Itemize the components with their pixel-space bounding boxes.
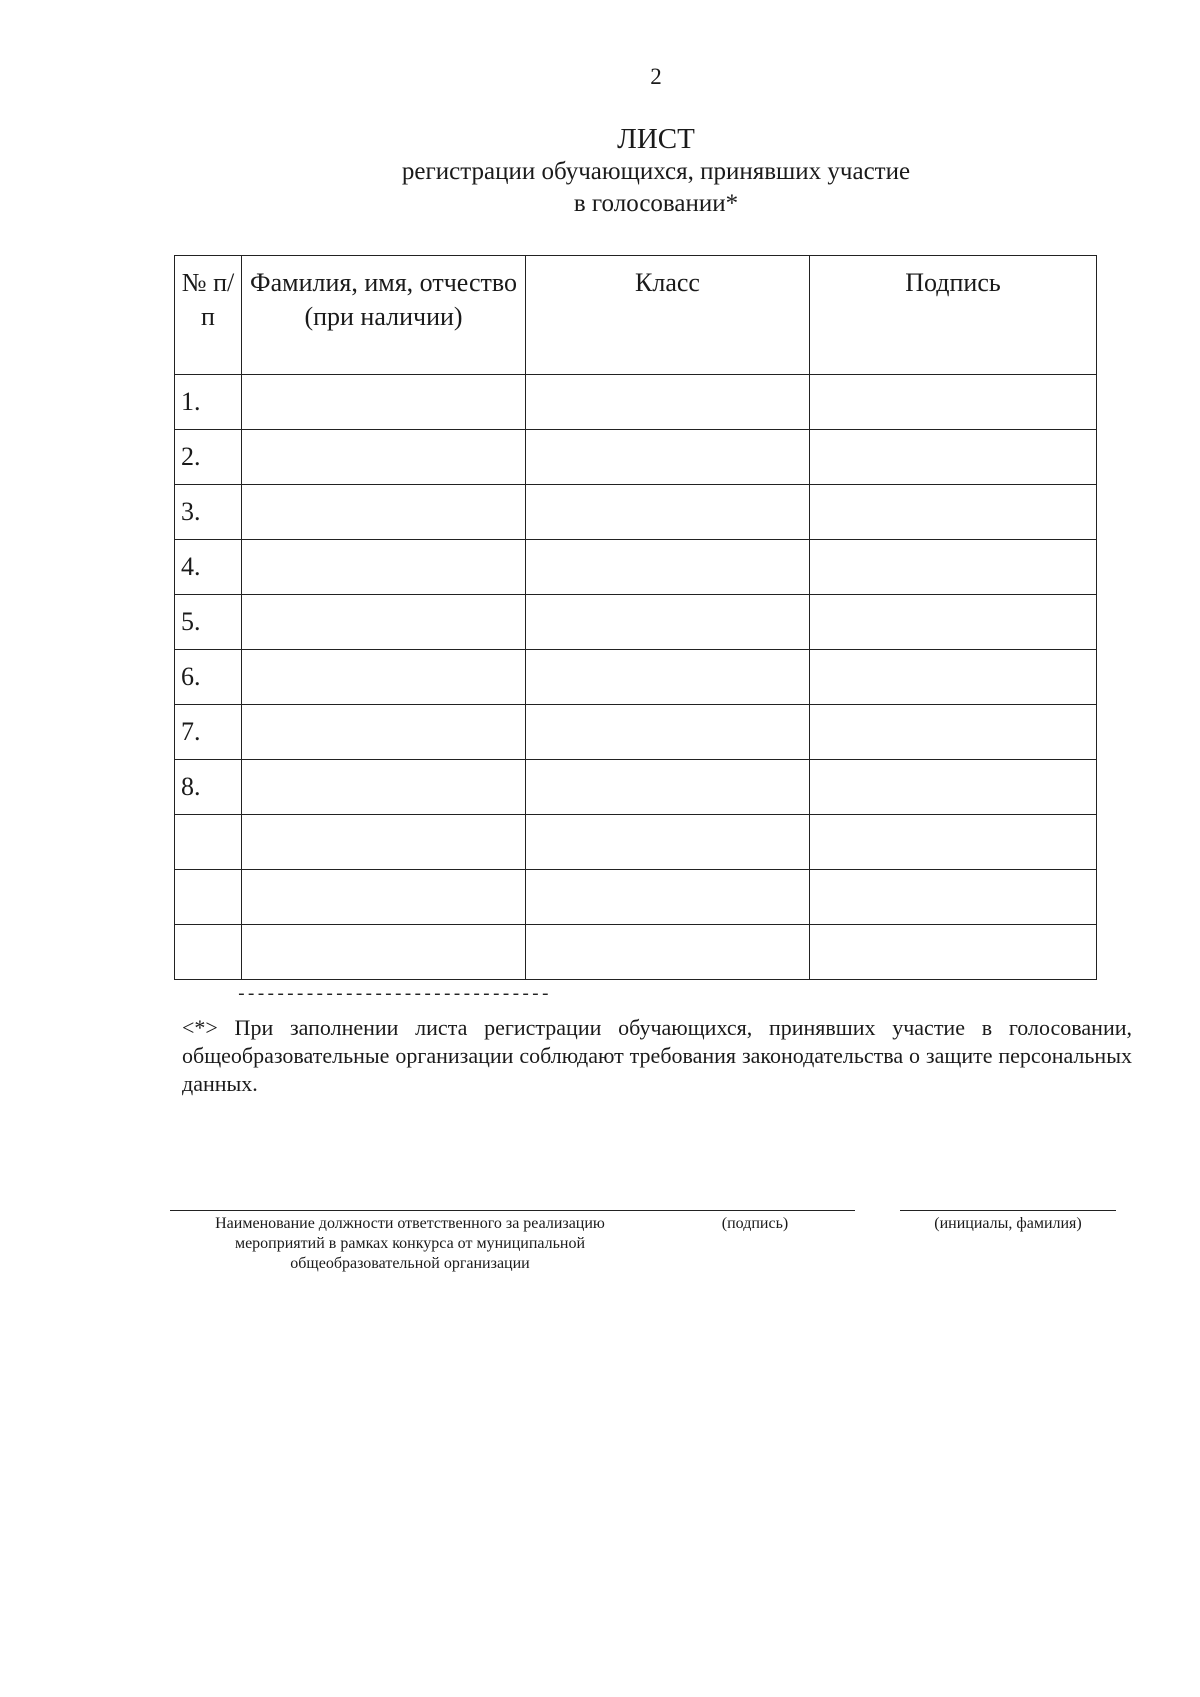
full-name-cell [242, 430, 526, 485]
class-cell [526, 375, 810, 430]
full-name-cell [242, 485, 526, 540]
row-number-cell [175, 870, 242, 925]
table-row [175, 815, 1097, 870]
position-caption: Наименование должности ответственного за реализацию мероприятий в рамках конкурса от муниципальной общеобразовательной организации [215, 1215, 605, 1272]
initials-line [900, 1210, 1116, 1211]
signature-cell [810, 870, 1097, 925]
full-name-cell [242, 595, 526, 650]
footnote-separator: -------------------------------- [236, 985, 550, 1005]
signature-cell [810, 485, 1097, 540]
initials-caption: (инициалы, фамилия) [934, 1215, 1082, 1232]
class-cell [526, 870, 810, 925]
row-number-cell [175, 815, 242, 870]
signature-caption: (подпись) [721, 1215, 789, 1232]
document-title: ЛИСТ [617, 123, 695, 155]
class-cell [526, 815, 810, 870]
page-number: 2 [650, 64, 662, 89]
row-number-cell: 2. [175, 430, 242, 485]
full-name-cell [242, 870, 526, 925]
signature-cell [810, 430, 1097, 485]
full-name-cell [242, 705, 526, 760]
table-header-row [175, 256, 1097, 375]
row-number-cell: 7. [175, 705, 242, 760]
signature-cell [810, 595, 1097, 650]
signature-cell [810, 760, 1097, 815]
header-class: Класс [526, 256, 810, 375]
row-number-cell: 8. [175, 760, 242, 815]
class-cell [526, 430, 810, 485]
table-row [175, 925, 1097, 980]
row-number-cell: 3. [175, 485, 242, 540]
header-full-name: Фамилия, имя, отчество (при наличии) [242, 256, 526, 375]
table-row [175, 485, 1097, 540]
table-row [175, 650, 1097, 705]
table-row [175, 540, 1097, 595]
class-cell [526, 485, 810, 540]
full-name-cell [242, 925, 526, 980]
row-number-cell: 5. [175, 595, 242, 650]
full-name-cell [242, 760, 526, 815]
signature-cell [810, 925, 1097, 980]
table-row [175, 375, 1097, 430]
title-block [300, 122, 1012, 220]
footnote-text: <*> При заполнении листа регистрации обучающихся, принявших участие в голосовании, общеобразовательные организации соблюдают требования законодательства о защите персональных данных. [182, 1015, 1132, 1096]
table-row [175, 595, 1097, 650]
row-number-cell: 1. [175, 375, 242, 430]
class-cell [526, 760, 810, 815]
full-name-cell [242, 650, 526, 705]
table-row [175, 760, 1097, 815]
document-subtitle-line1: регистрации обучающихся, принявших участие [401, 158, 911, 185]
row-number-cell [175, 925, 242, 980]
full-name-cell [242, 375, 526, 430]
header-signature: Подпись [810, 256, 1097, 375]
signature-cell [810, 815, 1097, 870]
table-body [175, 375, 1097, 980]
row-number-cell: 6. [175, 650, 242, 705]
signature-cell [810, 540, 1097, 595]
table-row [175, 430, 1097, 485]
class-cell [526, 705, 810, 760]
full-name-cell [242, 815, 526, 870]
class-cell [526, 925, 810, 980]
row-number-cell: 4. [175, 540, 242, 595]
document-subtitle-line2: в голосовании* [573, 190, 739, 217]
class-cell [526, 595, 810, 650]
registration-table [174, 255, 1097, 980]
header-number: № п/п [175, 256, 242, 375]
signature-cell [810, 375, 1097, 430]
class-cell [526, 650, 810, 705]
class-cell [526, 540, 810, 595]
full-name-cell [242, 540, 526, 595]
table-row [175, 870, 1097, 925]
signature-cell [810, 650, 1097, 705]
table-row [175, 705, 1097, 760]
signature-cell [810, 705, 1097, 760]
position-signature-line [170, 1210, 855, 1211]
